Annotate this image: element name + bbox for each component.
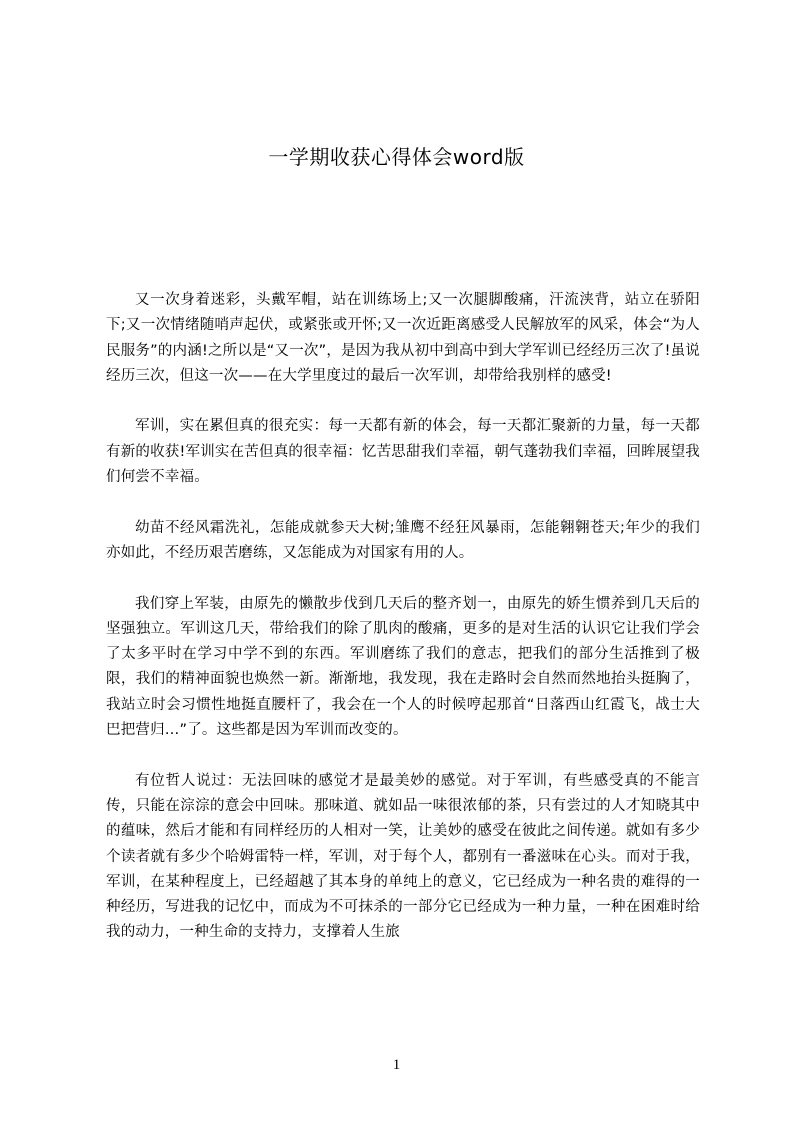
paragraph-4: 我们穿上军装，由原先的懒散步伐到几天后的整齐划一，由原先的娇生惯养到几天后的坚强独立。军训这几天，带给我们的除了肌肉的酸痛，更多的是对生活的认识它让我们学会了太多平时在学习中学不到的东西。军训磨练了我们的意志，把我们的部分生活推到了极限，我们的精神面貌也焕然一新。渐渐地，我发现，我在走路时会自然而然地抬头挺胸了，我站立时会习惯性地挺直腰杆了，我会在一个人的时候哼起那首“日落西山红霞飞，战士大巴把营归…”了。这些都是因为军训而改变的。 bbox=[106, 595, 700, 739]
document-body bbox=[106, 288, 700, 971]
paragraph-3: 幼苗不经风霜洗礼，怎能成就参天大树;雏鹰不经狂风暴雨，怎能翱翱苍天;年少的我们亦如此，不经历艰苦磨练，又怎能成为对国家有用的人。 bbox=[106, 519, 700, 561]
document-title: 一学期收获心得体会word版 bbox=[268, 145, 525, 169]
paragraph-1: 又一次身着迷彩，头戴军帽，站在训练场上;又一次腿脚酸痛，汗流浃背，站立在骄阳下;又一次情绪随哨声起伏，或紧张或开怀;又一次近距离感受人民解放军的风采，体会“为人民服务”的内涵!之所以是“又一次”，是因为我从初中到高中到大学军训已经经历三次了!虽说经历三次，但这一次——在大学里度过的最后一次军训，却带给我别样的感受! bbox=[106, 292, 700, 384]
paragraph-5: 有位哲人说过：无法回味的感觉才是最美妙的感觉。对于军训，有些感受真的不能言传，只能在淙淙的意会中回味。那味道、就如品一味很浓郁的茶，只有尝过的人才知晓其中的蕴味，然后才能和有同样经历的人相对一笑，让美妙的感受在彼此之间传递。就如有多少个读者就有多少个哈姆雷特一样，军训，对于每个人，都别有一番滋味在心头。而对于我，军训，在某种程度上，已经超越了其本身的单纯上的意义，它已经成为一种名贵的难得的一种经历，写进我的记忆中，而成为不可抹杀的一部分它已经成为一种力量，一种在困难时给我的动力，一种生命的支持力，支撑着人生旅 bbox=[106, 772, 700, 941]
paragraph-2: 军训，实在累但真的很充实：每一天都有新的体会，每一天都汇聚新的力量，每一天都有新的收获!军训实在苦但真的很幸福：忆苦思甜我们幸福，朝气蓬勃我们幸福，回眸展望我们何尝不幸福。 bbox=[106, 418, 701, 486]
page-number: 1 bbox=[392, 1057, 401, 1073]
